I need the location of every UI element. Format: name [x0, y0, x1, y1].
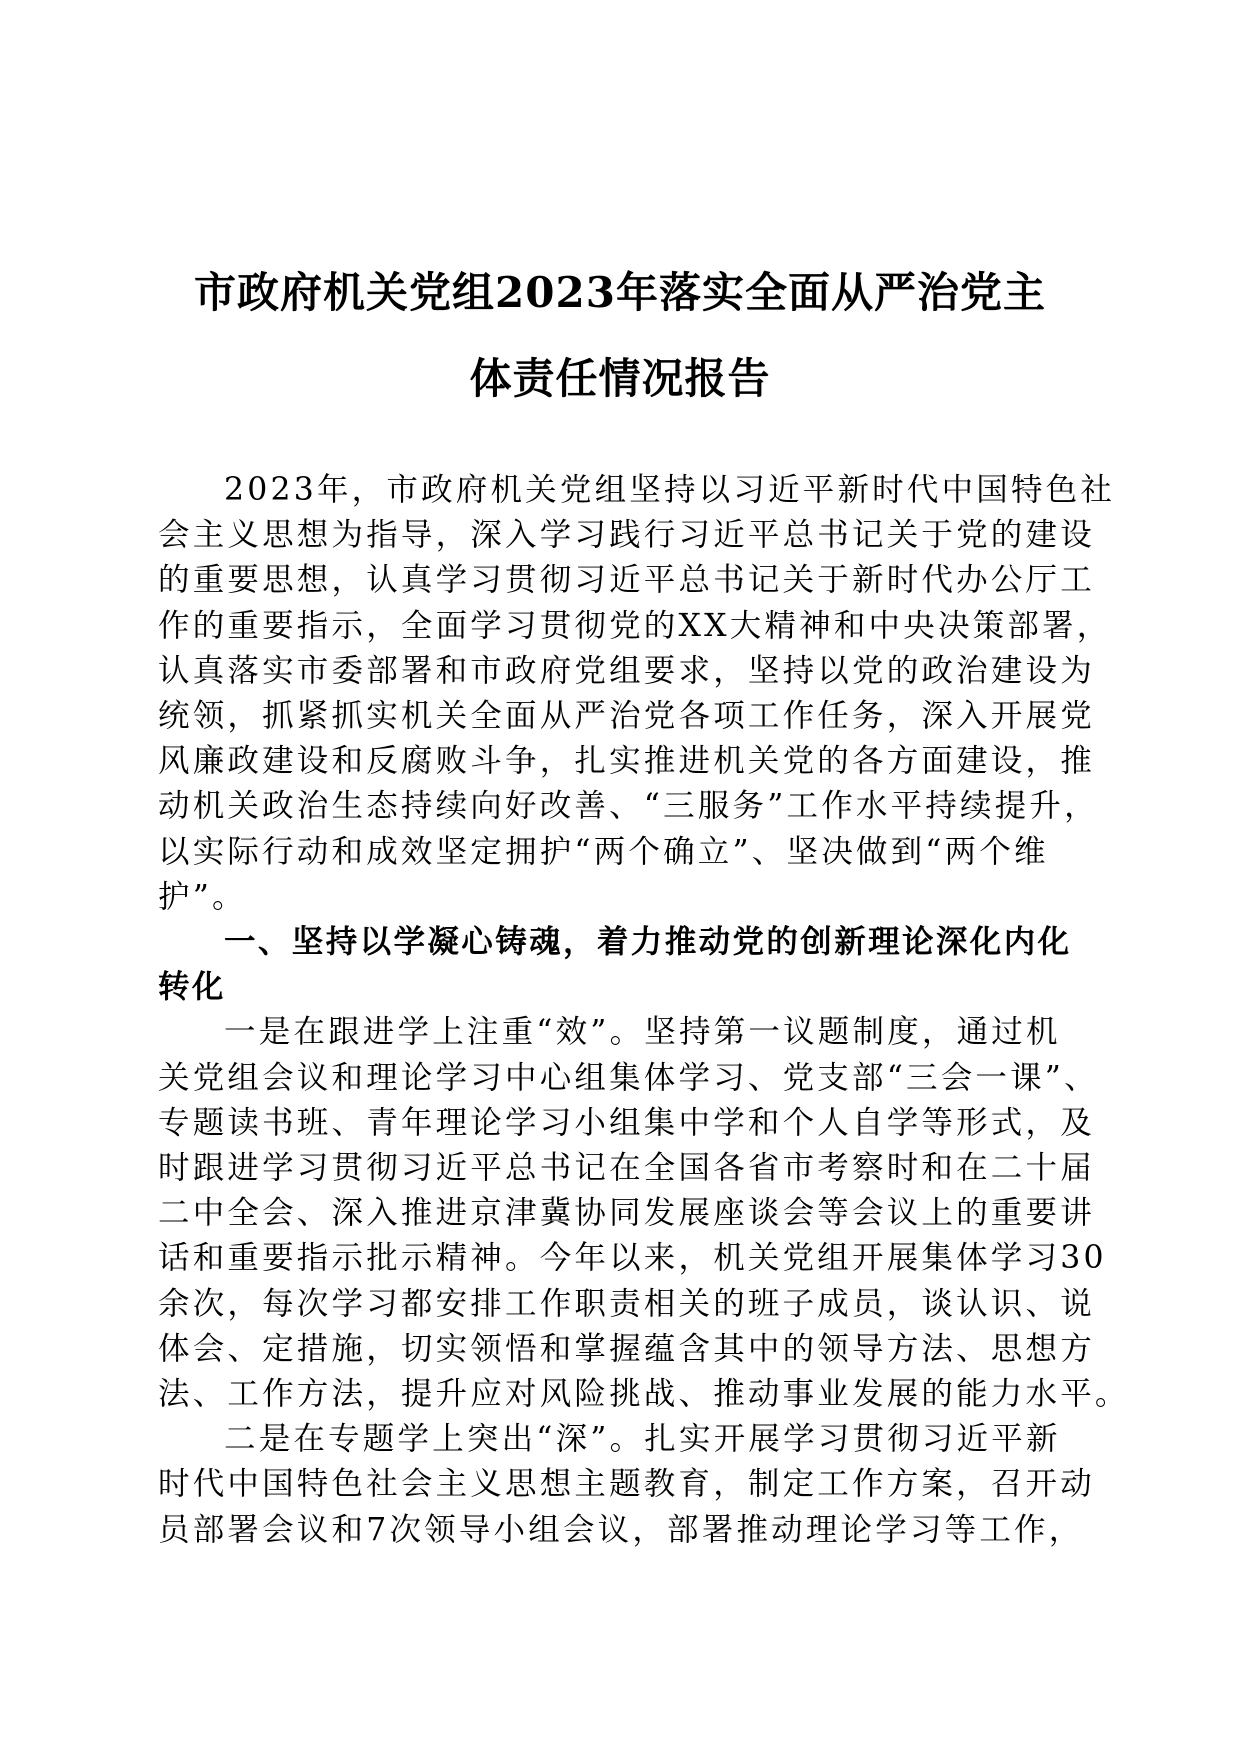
- text-line: 时代中国特色社会主义思想主题教育，制定工作方案，召开动: [158, 1466, 1095, 1503]
- body-paragraph: [158, 1010, 1130, 1417]
- text-line: 余次，每次学习都安排工作职责相关的班子成员，谈认识、说: [158, 1285, 1095, 1322]
- text-line: 风廉政建设和反腐败斗争，扎实推进机关党的各方面建设，推: [158, 743, 1095, 780]
- text-line: 员部署会议和7次领导小组会议，部署推动理论学习等工作，: [158, 1511, 1084, 1548]
- document-title: [140, 250, 1100, 422]
- text-line: 会主义思想为指导，深入学习践行习近平总书记关于党的建设: [158, 517, 1095, 554]
- text-line: 以实际行动和成效坚定拥护“两个确立”、坚决做到“两个维: [158, 833, 1049, 870]
- text-line: 话和重要指示批示精神。今年以来，机关党组开展集体学习30: [158, 1240, 1107, 1277]
- text-line: 作的重要指示，全面学习贯彻党的XX大精神和中央决策部署，: [158, 607, 1112, 644]
- text-line: 关党组会议和理论学习中心组集体学习、党支部“三会一课”、: [158, 1059, 1099, 1096]
- text-line: 统领，抓紧抓实机关全面从严治党各项工作任务，深入开展党: [158, 698, 1095, 735]
- text-line: 时跟进学习贯彻习近平总书记在全国各省市考察时和在二十届: [158, 1150, 1095, 1187]
- heading-line: 一、坚持以学凝心铸魂，着力推动党的创新理论深化内化: [224, 924, 1072, 961]
- title-line: 市政府机关党组2023年落实全面从严治党主: [194, 268, 1046, 317]
- text-line: 法、工作方法，提升应对风险挑战、推动事业发展的能力水平。: [158, 1376, 1130, 1413]
- text-line: 的重要思想，认真学习贯彻习近平总书记关于新时代办公厅工: [158, 562, 1095, 599]
- text-line: 一是在跟进学上注重“效”。坚持第一议题制度，通过机: [224, 1014, 1061, 1051]
- intro-paragraph: [158, 468, 1116, 920]
- text-line: 专题读书班、青年理论学习小组集中学和个人自学等形式，及: [158, 1104, 1095, 1141]
- heading-line: 转化: [158, 969, 226, 1006]
- text-line: 2023年，市政府机关党组坚持以习近平新时代中国特色社: [224, 472, 1116, 508]
- text-line: 二中全会、深入推进京津冀协同发展座谈会等会议上的重要讲: [158, 1195, 1095, 1232]
- text-line: 认真落实市委部署和市政府党组要求，坚持以党的政治建设为: [158, 652, 1095, 689]
- text-line: 体会、定措施，切实领悟和掌握蕴含其中的领导方法、思想方: [158, 1330, 1095, 1367]
- text-line: 二是在专题学上突出“深”。扎实开展学习贯彻习近平新: [224, 1421, 1061, 1458]
- document-body: [158, 468, 1130, 1553]
- text-line: 护”。: [158, 878, 247, 915]
- text-line: 动机关政治生态持续向好改善、“三服务”工作水平持续提升，: [158, 788, 1099, 825]
- title-line: 体责任情况报告: [469, 354, 771, 403]
- body-paragraph: [158, 1417, 1095, 1553]
- section-heading: [158, 920, 1078, 1010]
